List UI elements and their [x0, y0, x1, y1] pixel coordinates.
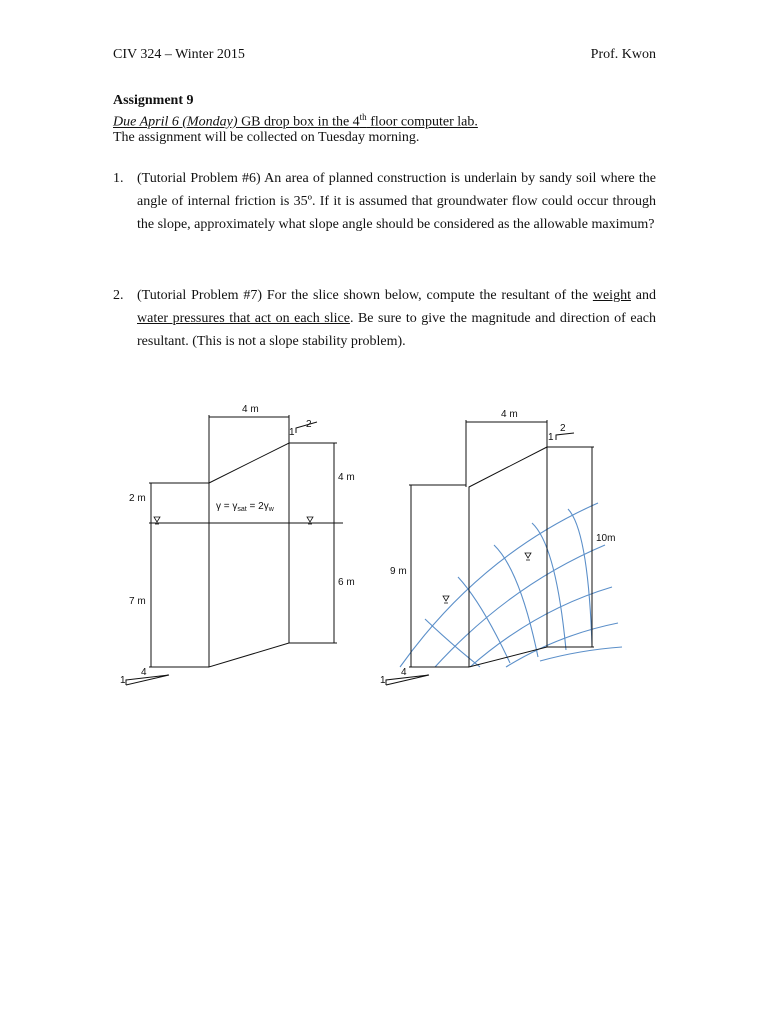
question-number: 2. [113, 288, 124, 303]
slice-outline [209, 443, 289, 667]
due-date-location: GB drop box in the 4 [237, 114, 360, 130]
flow-net [400, 503, 622, 667]
equipotential-line [532, 523, 566, 650]
left-base-run-label: 4 [141, 667, 147, 678]
slope-indicator-top [556, 433, 574, 440]
flow-line [435, 545, 605, 667]
slice-outline [469, 447, 547, 667]
right-slope-rise-label: 1 [548, 432, 554, 443]
left-right-upper-label: 4 m [338, 472, 355, 483]
left-slope-run-label: 2 [306, 419, 312, 430]
left-slope-rise-label: 1 [289, 427, 295, 438]
water-level-icon [525, 553, 531, 558]
question-text: (Tutorial Problem #6) An area of planned construction is underlain by sandy soil where the angle of internal friction is 35º. If it is assumed that groundwater flow could occur through the slope, approximately what slope angle should be considered as the allowable maximum? [137, 171, 656, 232]
right-base-run-label: 4 [401, 667, 407, 678]
left-top-width-label: 4 m [242, 404, 259, 415]
left-right-lower-label: 6 m [338, 577, 355, 588]
water-level-icon [154, 517, 160, 522]
left-left-lower-label: 7 m [129, 596, 146, 607]
flow-line [400, 503, 598, 667]
slice-figure-right [370, 395, 640, 695]
course-header: CIV 324 – Winter 2015 [113, 47, 245, 62]
question-text: (Tutorial Problem #7) For the slice shown below, compute the resultant of the weight and water pressures that act on each slice. Be sure to give the magnitude and direction of each resultant. (This is not a slope stability problem). [137, 288, 656, 349]
equipotential-line [425, 619, 480, 667]
question-number: 1. [113, 171, 124, 186]
equipotential-line [568, 509, 592, 645]
question-2 [113, 284, 656, 353]
due-date [113, 112, 478, 131]
assignment-title: Assignment 9 [113, 93, 194, 108]
water-level-icon [443, 596, 449, 601]
equipotential-line [494, 545, 538, 657]
slice-figure-left [100, 395, 360, 695]
question-1 [113, 167, 656, 236]
unit-weight-label: $\gamma = \gamma_{sat} = 2\gamma_w$ [216, 501, 274, 513]
due-date-italic: Due April 6 (Monday) [113, 114, 238, 130]
slope-indicator-bottom [126, 675, 169, 685]
flow-line [506, 623, 618, 667]
flow-line [540, 647, 622, 661]
underlined-weight: weight [592, 288, 631, 303]
left-height-label: 9 m [390, 566, 407, 577]
left-base-rise-label: 1 [120, 675, 126, 686]
right-base-rise-label: 1 [380, 675, 386, 686]
slope-indicator-bottom [386, 675, 429, 685]
due-date-sup: th [359, 112, 367, 122]
due-date-end: floor computer lab. [366, 114, 478, 130]
underlined-water-pressures: water pressures that act on each slice [137, 311, 350, 326]
left-left-upper-label: 2 m [129, 493, 146, 504]
instructor-header: Prof. Kwon [590, 47, 656, 62]
right-height-label: 10m [596, 533, 616, 544]
water-level-icon [307, 517, 313, 522]
right-slope-run-label: 2 [560, 423, 566, 434]
right-top-width-label: 4 m [501, 409, 518, 420]
collection-note: The assignment will be collected on Tuesday morning. [113, 130, 420, 145]
